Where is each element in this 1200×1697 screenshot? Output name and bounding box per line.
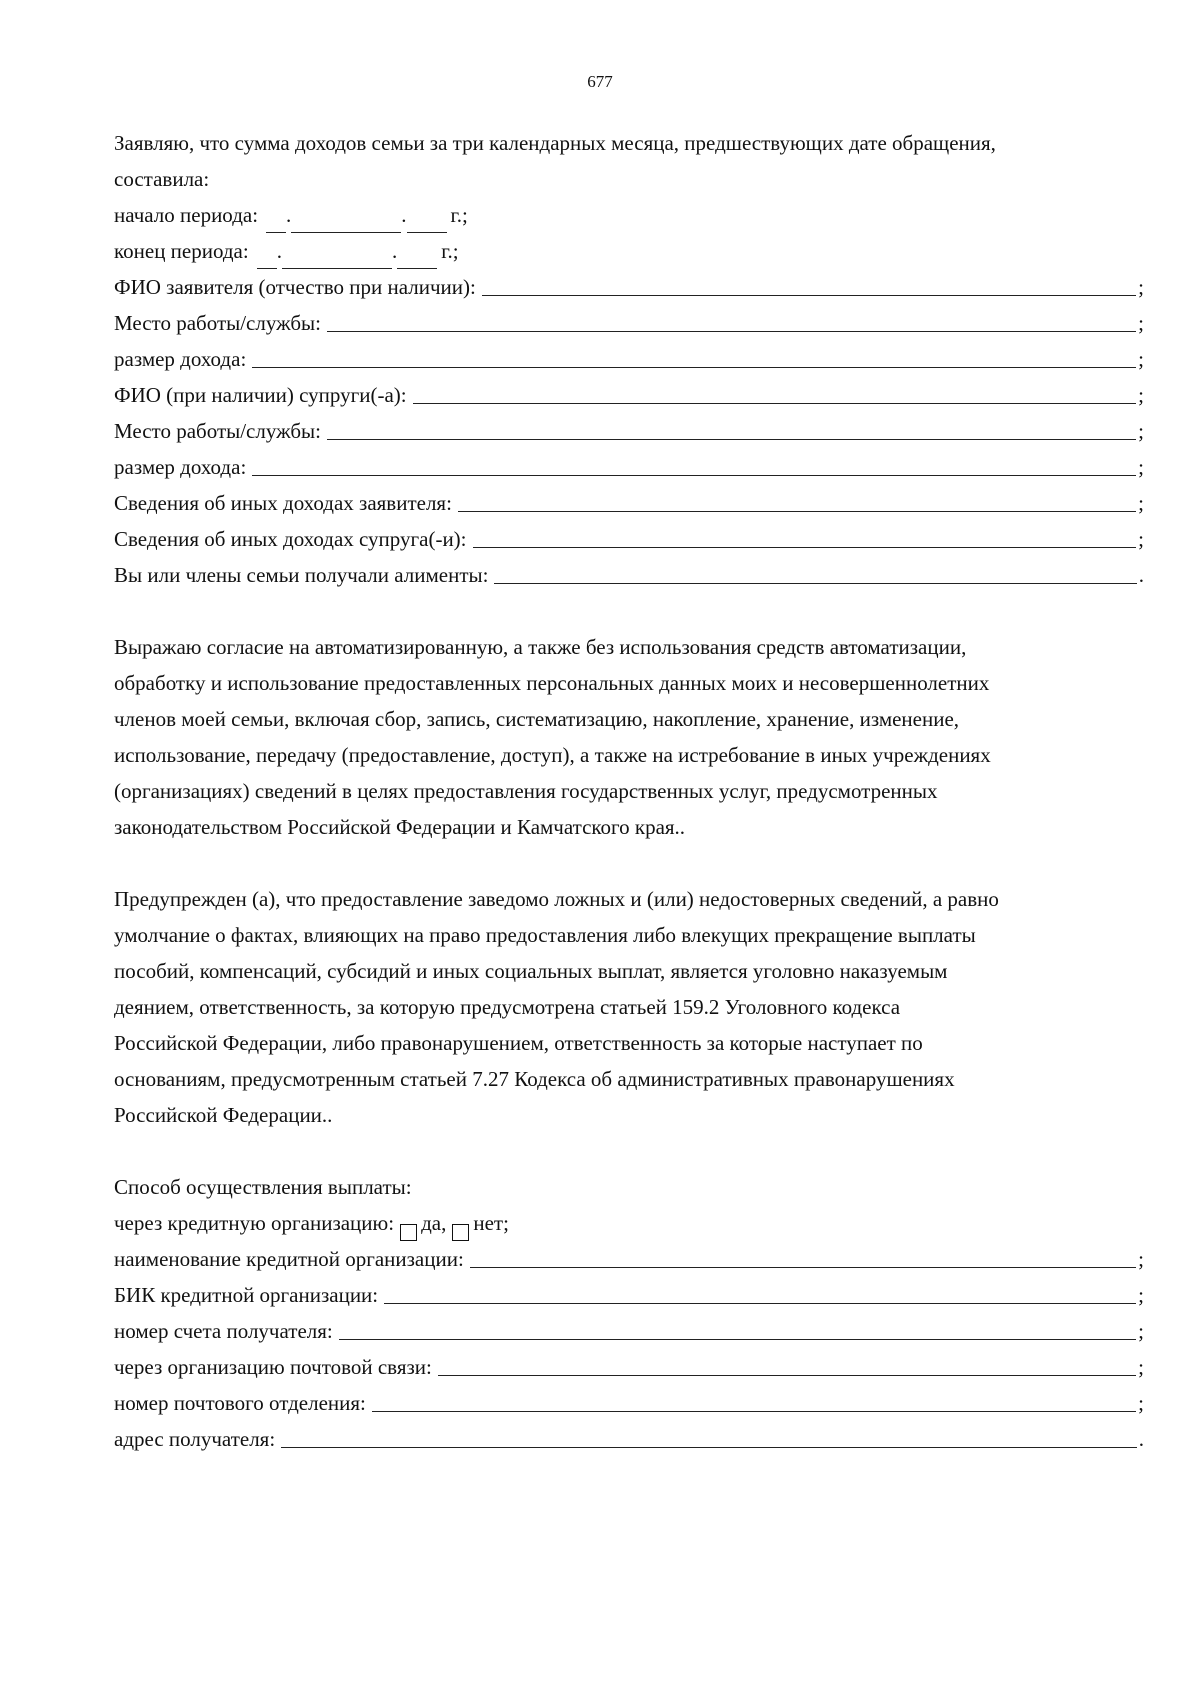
alimony-field[interactable] [494, 583, 1136, 584]
intro-text: Заявляю, что сумма доходов семьи за три календарных месяца, предшествующих дате обращения, [114, 131, 996, 155]
applicant-name-field[interactable] [482, 295, 1136, 296]
spouse-other-income-row: Сведения об иных доходах супруга(-и): ; [114, 527, 1144, 551]
postal-org-field[interactable] [438, 1375, 1136, 1376]
spouse-name-row: ФИО (при наличии) супруги(-а): ; [114, 383, 1144, 407]
applicant-workplace-field[interactable] [327, 331, 1136, 332]
bank-name-row: наименование кредитной организации: ; [114, 1247, 1144, 1271]
warning-paragraph: Предупрежден (а), что предоставление заведомо ложных и (или) недостоверных сведений, а равно умолчание о фактах, влияющих на право предоставления либо влекущих прекращение выплаты пособий, компенсаций, субсидий и иных социальных выплат, является уголовно наказуемым деянием, ответственность, за которую предусмотрена статьей 159.2 Уголовного кодекса Российской Федерации, либо правонарушением, ответственность за которые наступает по основаниям, предусмотренным статьей 7.27 Кодекса об административных правонарушениях Российской Федерации.. [114, 887, 999, 1127]
credit-org-choice-row: через кредитную организацию: да, нет; [114, 1205, 1144, 1241]
bank-bik-row: БИК кредитной организации: ; [114, 1283, 1144, 1307]
bank-name-field[interactable] [470, 1267, 1136, 1268]
month-blank[interactable] [291, 231, 401, 233]
period-end-label: конец периода: [114, 239, 249, 263]
page-number: 677 [587, 72, 613, 91]
intro-text-cont: составила: [114, 167, 210, 191]
applicant-other-income-row: Сведения об иных доходах заявителя: ; [114, 491, 1144, 515]
post-office-number-row: номер почтового отделения: ; [114, 1391, 1144, 1415]
applicant-income-row: размер дохода: ; [114, 347, 1144, 371]
recipient-address-field[interactable] [281, 1447, 1137, 1448]
spouse-workplace-row: Место работы/службы: ; [114, 419, 1144, 443]
applicant-income-field[interactable] [252, 367, 1136, 368]
applicant-other-income-field[interactable] [458, 511, 1136, 512]
recipient-address-row: адрес получателя: . [114, 1427, 1144, 1451]
spouse-income-row: размер дохода: ; [114, 455, 1144, 479]
applicant-name-row: ФИО заявителя (отчество при наличии): ; [114, 275, 1144, 299]
spouse-name-field[interactable] [413, 403, 1137, 404]
alimony-row: Вы или члены семьи получали алименты: . [114, 563, 1144, 587]
postal-org-row: через организацию почтовой связи: ; [114, 1355, 1144, 1379]
no-checkbox[interactable] [452, 1224, 469, 1241]
account-number-row: номер счета получателя: ; [114, 1319, 1144, 1343]
applicant-workplace-row: Место работы/службы: ; [114, 311, 1144, 335]
yes-checkbox[interactable] [400, 1224, 417, 1241]
consent-paragraph: Выражаю согласие на автоматизированную, а также без использования средств автоматизации, обработку и использование предоставленных персональных данных моих и несовершеннолетних членов моей семьи, включая сбор, запись, систематизацию, накопление, хранение, изменение, использование, передачу (предоставление, доступ), а также на истребование в иных учреждениях (организациях) сведений в целях предоставления государственных услуг, предусмотренных законодательством Российской Федерации и Камчатского края.. [114, 635, 991, 839]
payment-heading: Способ осуществления выплаты: [114, 1175, 412, 1199]
spouse-workplace-field[interactable] [327, 439, 1136, 440]
form-content [114, 125, 1144, 1457]
spouse-other-income-field[interactable] [473, 547, 1137, 548]
bank-bik-field[interactable] [384, 1303, 1136, 1304]
spouse-income-field[interactable] [252, 475, 1136, 476]
account-number-field[interactable] [339, 1339, 1136, 1340]
period-start-row: начало периода: . . г.; [114, 197, 1144, 233]
period-start-label: начало периода: [114, 203, 259, 227]
period-end-row: конец периода: . . г.; [114, 233, 1144, 269]
post-office-number-field[interactable] [372, 1411, 1136, 1412]
